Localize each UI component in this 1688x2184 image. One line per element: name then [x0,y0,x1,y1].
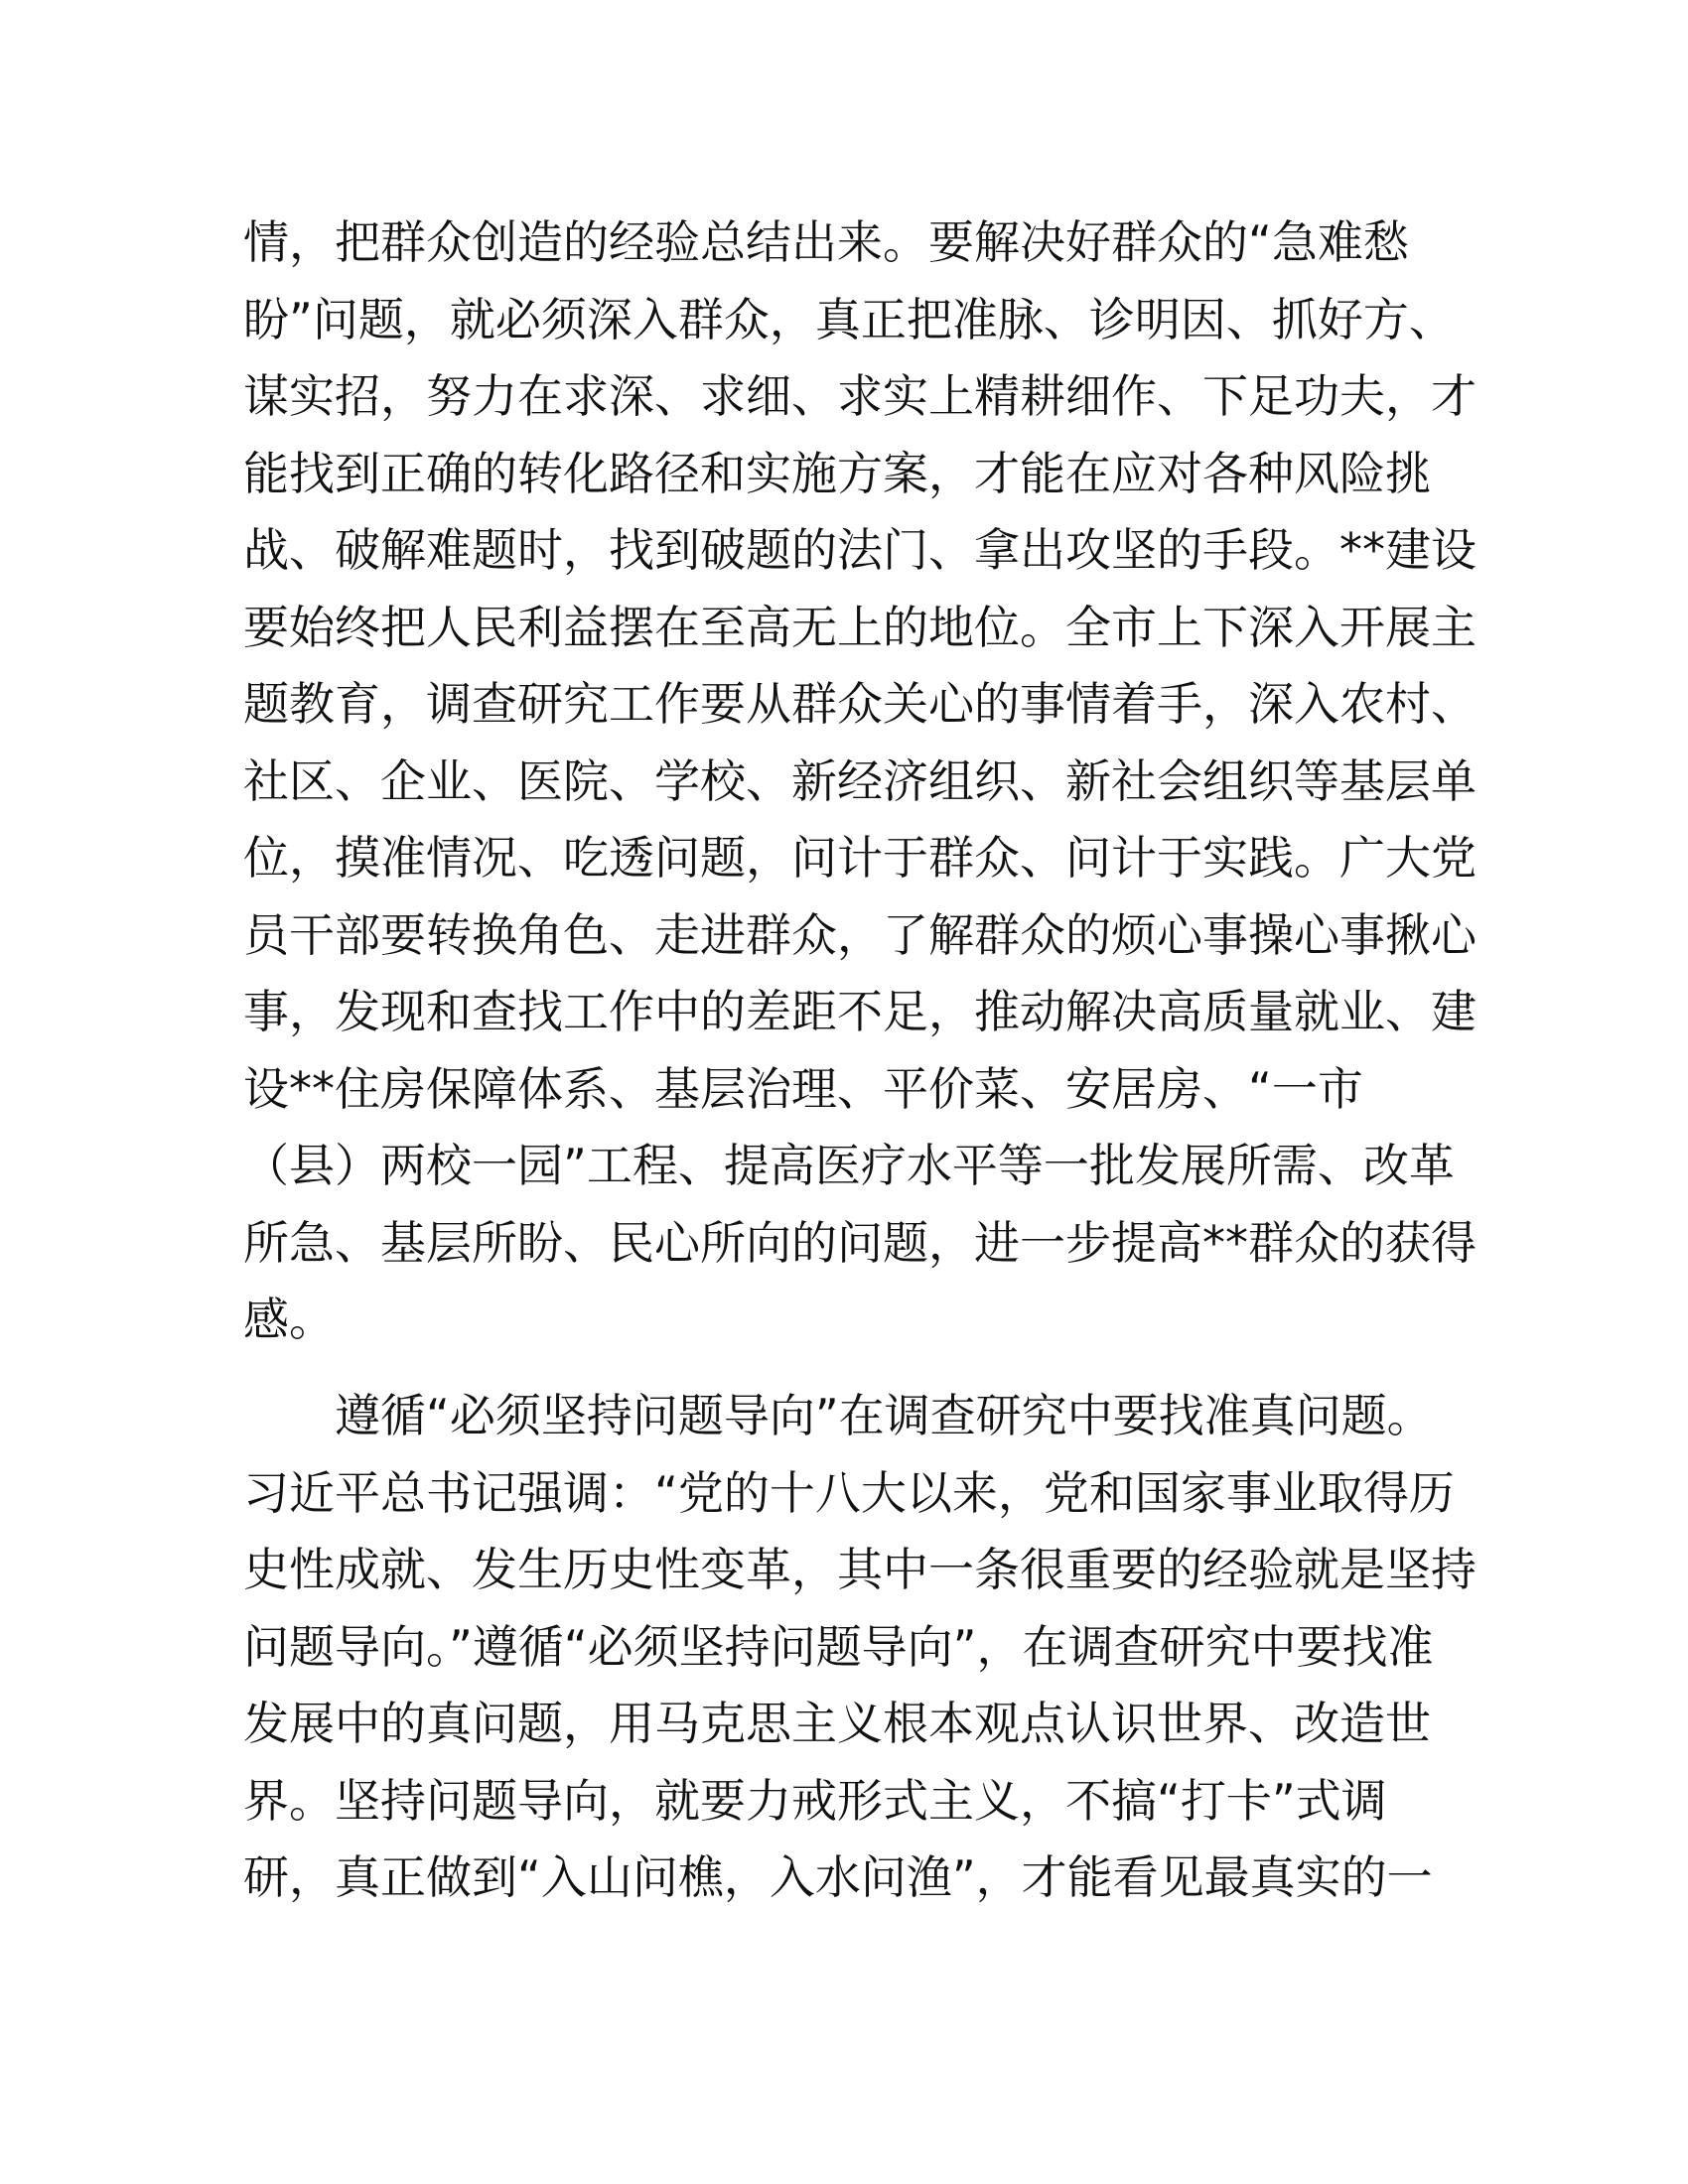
paragraph-2-line: 问题导向。”遵循“必须坚持问题导向”，在调查研究中要找准 [243,1619,1434,1674]
paragraph-1-line: （县）两校一园”工程、提高医疗水平等一批发展所需、改革 [243,1139,1455,1192]
paragraph-1-line: 事，发现和查找工作中的差距不足，推动解决高质量就业、建 [243,985,1477,1038]
paragraph-1-line: 盼”问题，就必须深入群众，真正把准脉、诊明因、抓好方、 [243,292,1455,346]
paragraph-1-line: 谋实招，努力在求深、求细、求实上精耕细作、下足功夫，才 [243,369,1477,423]
paragraph-1-line: 题教育，调查研究工作要从群众关心的事情着手，深入农村、 [243,677,1477,731]
paragraph-2-line: 发展中的真问题，用马克思主义根本观点认识世界、改造世 [243,1697,1431,1750]
paragraph-1-line: 感。 [243,1293,335,1346]
paragraph-1-line: 所急、基层所盼、民心所向的问题，进一步提高**群众的获得 [243,1215,1477,1270]
paragraph-1-line: 战、破解难题时，找到破题的法门、拿出攻坚的手段。**建设 [243,523,1477,577]
paragraph-1-line: 位，摸准情况、吃透问题，问计于群众、问计于实践。广大党 [243,831,1477,885]
paragraph-2-line: 研，真正做到“入山问樵，入水问渔”，才能看见最真实的一 [243,1850,1433,1904]
paragraph-1 [243,205,1477,1359]
paragraph-2-line: 史性成就、发生历史性变革，其中一条很重要的经验就是坚持 [243,1543,1477,1596]
paragraph-1-line: 情，把群众创造的经验总结出来。要解决好群众的“急难愁 [243,215,1409,269]
paragraph-2 [243,1378,1477,1917]
paragraph-2-line: 界。坚持问题导向，就要力戒形式主义，不搞“打卡”式调 [243,1773,1387,1828]
paragraph-2-line: 习近平总书记强调：“党的十八大以来，党和国家事业取得历 [243,1465,1455,1520]
paragraph-1-line: 社区、企业、医院、学校、新经济组织、新社会组织等基层单 [243,753,1477,808]
paragraph-1-line: 设**住房保障体系、基层治理、平价菜、安居房、“一市 [243,1061,1363,1116]
paragraph-1-line: 能找到正确的转化路径和实施方案，才能在应对各种风险挑 [243,446,1431,500]
paragraph-1-line: 员干部要转换角色、走进群众，了解群众的烦心事操心事揪心 [243,907,1477,962]
paragraph-1-line: 要始终把人民利益摆在至高无上的地位。全市上下深入开展主 [243,600,1477,654]
paragraph-2-line: 遵循“必须坚持问题导向”在调查研究中要找准真问题。 [335,1389,1433,1442]
